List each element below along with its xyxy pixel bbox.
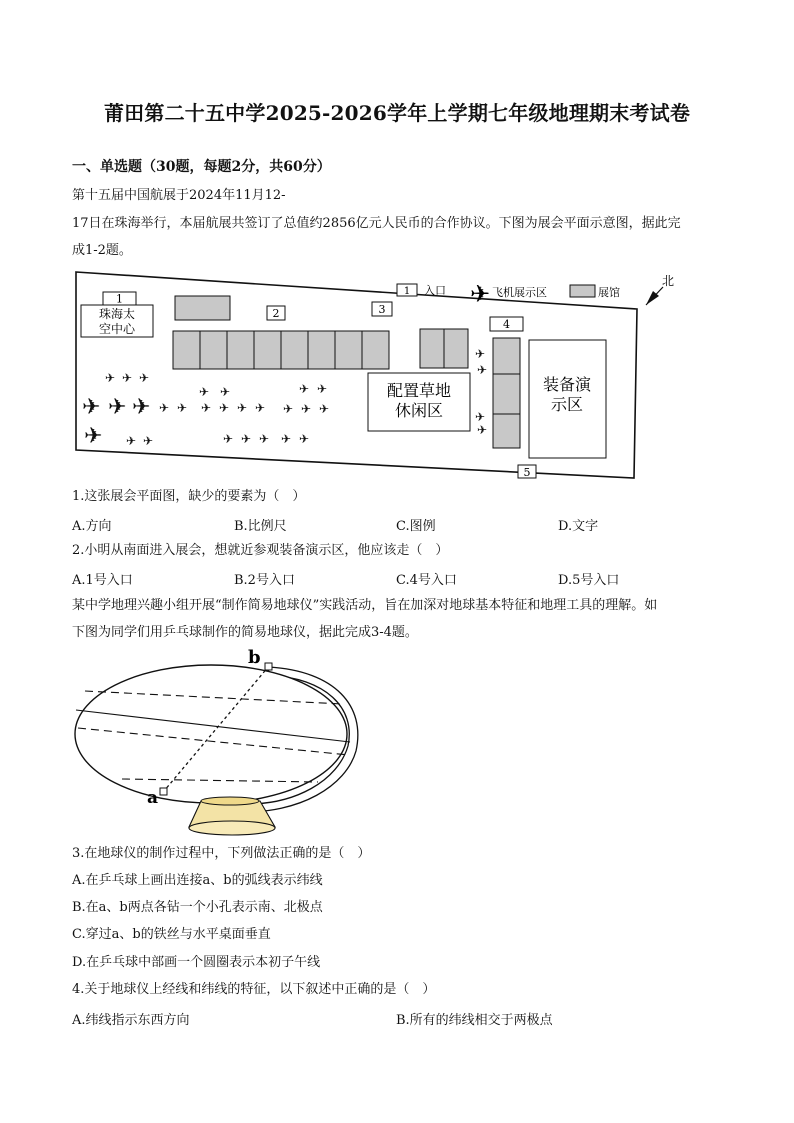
svg-text:✈: ✈ — [108, 395, 127, 420]
intro1-line1: 第十五届中国航展于2024年11月12- — [72, 188, 286, 203]
legend-aircraft-label: 飞机展示区 — [492, 286, 547, 299]
svg-text:✈: ✈ — [219, 401, 230, 415]
north-arrow-icon — [646, 287, 663, 305]
q4-stem: 4.关于地球仪上经线和纬线的特征，以下叙述中正确的是（ ） — [72, 982, 436, 997]
label-b: b — [248, 647, 261, 668]
lawn-label-2: 休闲区 — [394, 401, 444, 420]
svg-text:✈: ✈ — [319, 402, 330, 416]
space-center-label-1: 珠海太 — [98, 307, 136, 321]
q2-option-c[interactable]: C.4号入口 — [396, 573, 457, 588]
lawn-label-1: 配置草地 — [386, 381, 452, 400]
svg-text:✈: ✈ — [477, 363, 488, 377]
svg-text:✈: ✈ — [84, 424, 103, 449]
point-b-marker — [265, 663, 272, 670]
globe-figure — [70, 646, 370, 838]
north-label: 北 — [662, 274, 675, 288]
svg-text:✈: ✈ — [237, 401, 248, 415]
svg-text:✈: ✈ — [241, 432, 252, 446]
exhibition-map — [70, 266, 680, 482]
legend-entrance-label: 入口 — [424, 284, 446, 297]
svg-text:✈: ✈ — [299, 432, 310, 446]
q4-option-a[interactable]: A.纬线指示东西方向 — [72, 1013, 190, 1028]
entrance-3-label: 3 — [378, 303, 386, 316]
q2-option-b[interactable]: B.2号入口 — [234, 573, 295, 588]
exhibition-hall — [444, 329, 468, 368]
svg-text:✈: ✈ — [126, 434, 137, 448]
svg-text:✈: ✈ — [220, 385, 231, 399]
entrance-1-label: 1 — [116, 292, 123, 306]
q2-option-d[interactable]: D.5号入口 — [558, 573, 620, 588]
svg-text:✈: ✈ — [475, 410, 486, 424]
svg-text:✈: ✈ — [201, 401, 212, 415]
svg-text:✈: ✈ — [475, 347, 486, 361]
q1-option-d[interactable]: D.文字 — [558, 519, 599, 534]
q3-option-b[interactable]: B.在a、b两点各钻一个小孔表示南、北极点 — [72, 900, 323, 915]
q3-option-d[interactable]: D.在乒乓球中部画一个圆圈表示本初子午线 — [72, 955, 321, 970]
legend-hall-swatch — [570, 285, 595, 297]
point-a-marker — [160, 788, 167, 795]
q2-option-a[interactable]: A.1号入口 — [72, 573, 133, 588]
intro2-line1: 某中学地理兴趣小组开展“制作简易地球仪”实践活动，旨在加深对地球基本特征和地理工具的理解。如 — [72, 598, 658, 613]
svg-text:✈: ✈ — [199, 385, 210, 399]
equipment-label-2: 示区 — [550, 395, 584, 414]
svg-text:✈: ✈ — [301, 402, 312, 416]
hall-column — [493, 338, 520, 448]
q2-stem: 2.小明从南面进入展会，想就近参观装备演示区，他应该走（ ） — [72, 543, 449, 558]
entrance-5-label: 5 — [523, 466, 531, 479]
svg-text:✈: ✈ — [223, 432, 234, 446]
legend-hall-label: 展馆 — [598, 286, 620, 299]
intro1-line3: 成1-2题。 — [72, 243, 132, 258]
equipment-label-1: 装备演 — [542, 375, 592, 394]
svg-text:✈: ✈ — [143, 434, 154, 448]
exhibition-hall — [420, 329, 444, 368]
legend-aircraft-icon: ✈ — [470, 280, 491, 308]
q4-option-b[interactable]: B.所有的纬线相交于两极点 — [396, 1013, 553, 1028]
q3-stem: 3.在地球仪的制作过程中，下列做法正确的是（ ） — [72, 846, 371, 861]
q1-option-b[interactable]: B.比例尺 — [234, 519, 287, 534]
svg-text:✈: ✈ — [317, 382, 328, 396]
svg-text:✈: ✈ — [477, 423, 488, 437]
intro1-line2: 17日在珠海举行，本届航展共签订了总值约2856亿元人民币的合作协议。下图为展会平面示意图，据此完 — [72, 216, 681, 231]
svg-text:✈: ✈ — [281, 432, 292, 446]
svg-text:✈: ✈ — [283, 402, 294, 416]
legend-entrance-number: 1 — [403, 286, 411, 297]
svg-text:✈: ✈ — [82, 395, 101, 420]
q3-option-c[interactable]: C.穿过a、b的铁丝与水平桌面垂直 — [72, 927, 271, 942]
globe-stand — [189, 797, 275, 835]
section-heading: 一、单选题（30题，每题2分，共60分） — [72, 159, 331, 175]
page-title: 莆田第二十五中学2025-2026学年上学期七年级地理期末考试卷 — [103, 101, 691, 125]
space-center-label-2: 空中心 — [98, 322, 136, 336]
hall-row — [173, 331, 389, 369]
intro2-line2: 下图为同学们用乒乓球制作的简易地球仪，据此完成3-4题。 — [72, 625, 418, 640]
svg-text:✈: ✈ — [132, 395, 151, 420]
svg-text:✈: ✈ — [105, 371, 116, 385]
svg-text:✈: ✈ — [255, 401, 266, 415]
svg-text:✈: ✈ — [159, 401, 170, 415]
entrance-2-label: 2 — [272, 307, 280, 320]
svg-text:✈: ✈ — [259, 432, 270, 446]
svg-text:✈: ✈ — [177, 401, 188, 415]
q1-stem: 1.这张展会平面图，缺少的要素为（ ） — [72, 489, 306, 504]
entrance-4-label: 4 — [503, 318, 510, 331]
svg-text:✈: ✈ — [139, 371, 150, 385]
svg-text:✈: ✈ — [122, 371, 133, 385]
q1-option-c[interactable]: C.图例 — [396, 519, 436, 534]
exhibition-hall — [175, 296, 230, 320]
q1-option-a[interactable]: A.方向 — [72, 519, 112, 534]
label-a: a — [147, 788, 159, 808]
q3-option-a[interactable]: A.在乒乓球上画出连接a、b的弧线表示纬线 — [72, 873, 323, 888]
svg-text:✈: ✈ — [299, 382, 310, 396]
